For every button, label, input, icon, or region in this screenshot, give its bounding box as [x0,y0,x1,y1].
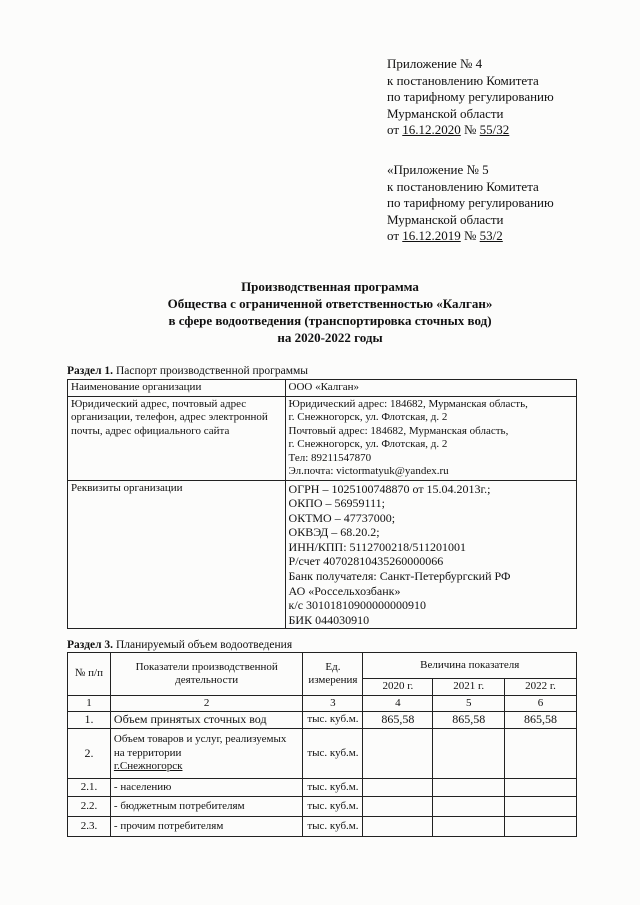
volume-table [67,652,577,837]
value-line: Почтовый адрес: 184682, Мурманская область, [288,424,509,437]
value-line: Эл.почта: victormatyuk@yandex.ru [288,465,449,477]
table-header-row [68,653,577,679]
value-line: Р/счет 40702810435260000066 [288,554,444,569]
title-line: Общества с ограниченной ответственностью «Калган» [167,296,493,311]
value-line: ОКПО – 56959111; [288,496,385,511]
row-unit: тыс. куб.м. [303,729,363,779]
annex-header-1 [387,56,554,139]
value-line: ОКВЭД – 68.20.2; [288,525,380,540]
row-value: 865,58 [433,712,505,729]
table-row [68,729,577,779]
table-row [68,817,577,837]
section-title: Планируемый объем водоотведения [113,639,293,651]
column-number: 6 [505,695,577,712]
header-year: 2021 г. [433,679,505,696]
row-unit: тыс. куб.м. [303,797,363,817]
value-line: БИК 044030910 [288,612,370,627]
value-line: ОКТМО – 47737000; [288,510,396,525]
section-title: Паспорт производственной программы [113,365,309,377]
row-num: 1. [68,712,111,729]
annex-line: к постановлению Комитета [387,178,539,194]
table-row [68,712,577,729]
number-prefix: № [460,122,480,137]
table-row [68,480,577,629]
row-value [363,779,433,797]
annex-number: 55/32 [479,122,510,137]
title-line: Производственная программа [241,279,419,294]
annex-line: Мурманской области [387,211,504,227]
row-value [433,797,505,817]
column-number: 2 [110,695,303,712]
annex-date: 16.12.2020 [402,122,461,137]
value-line: Тел: 89211547870 [288,451,372,464]
value-line: г. Снежногорск, ул. Флотская, д. 2 [288,411,448,423]
row-name-cell [110,729,303,779]
section-label: Раздел 3. [67,639,114,651]
header-num: № п/п [68,653,111,696]
row-unit: тыс. куб.м. [303,817,363,837]
row-value [505,797,577,817]
row-num: 2.2. [68,797,111,817]
row-name: Объем товаров и услуг, реализуемых на территории [113,733,287,759]
row-name: - прочим потребителям [110,817,303,837]
title-line: в сфере водоотведения (транспортировка сточных вод) [168,313,492,328]
row-num: 2. [68,729,111,779]
row-value [363,817,433,837]
date-prefix: от [387,122,403,137]
row-name: Объем принятых сточных вод [110,712,303,729]
annex-line: к постановлению Комитета [387,72,539,88]
column-number: 3 [303,695,363,712]
value-line: Юридический адрес: 184682, Мурманская область, [288,397,528,410]
passport-label: Юридический адрес, почтовый адрес организации, телефон, адрес электронной почты, адрес официального сайта [68,396,286,480]
header-year: 2022 г. [505,679,577,696]
row-value [505,779,577,797]
value-line: Банк получателя: Санкт-Петербургский РФ [288,569,511,584]
header-unit: Ед. измерения [303,653,363,696]
section-label: Раздел 1. [67,365,114,377]
row-name: - населению [110,779,303,797]
value-line: г. Снежногорск, ул. Флотская, д. 2 [288,438,448,450]
passport-value: ООО «Калган» [285,380,576,397]
passport-value [285,396,576,480]
section-1-heading [67,365,308,378]
header-value: Величина показателя [363,653,577,679]
header-indicator: Показатели производственной деятельности [110,653,303,696]
row-unit: тыс. куб.м. [303,779,363,797]
value-line: ИНН/КПП: 5112700218/511201001 [288,539,466,554]
row-name: - бюджетным потребителям [110,797,303,817]
row-unit: тыс. куб.м. [303,712,363,729]
table-row [68,396,577,480]
passport-value [285,480,576,629]
row-value: 865,58 [505,712,577,729]
annex-header-2 [387,162,554,245]
row-value [505,817,577,837]
annex-line: «Приложение № 5 [387,162,489,177]
row-value: 865,58 [363,712,433,729]
annex-line: Приложение № 4 [387,56,483,71]
title-line: на 2020-2022 годы [277,330,383,345]
column-number: 4 [363,695,433,712]
annex-date: 16.12.2019 [402,228,461,243]
header-year: 2020 г. [363,679,433,696]
annex-line: Мурманской области [387,105,504,121]
annex-date-line [387,228,554,245]
table-row [68,797,577,817]
table-row [68,779,577,797]
value-line: ОГРН – 1025100748870 от 15.04.2013г.; [288,481,491,496]
annex-line: по тарифному регулированию [387,195,554,210]
section-3-heading [67,639,292,652]
row-value [505,729,577,779]
row-value [433,779,505,797]
document-title [100,278,560,346]
number-prefix: № [460,228,480,243]
passport-label: Реквизиты организации [68,480,286,629]
date-prefix: от [387,228,403,243]
row-value [433,729,505,779]
annex-number: 53/2 [479,228,503,243]
passport-label: Наименование организации [68,380,286,397]
row-num: 2.1. [68,779,111,797]
column-number: 5 [433,695,505,712]
annex-date-line [387,122,554,139]
value-line: к/с 30101810900000000910 [288,598,427,613]
column-number-row [68,695,577,712]
column-number: 1 [68,695,111,712]
row-value [363,797,433,817]
table-row [68,380,577,397]
row-num: 2.3. [68,817,111,837]
row-value [433,817,505,837]
annex-line: по тарифному регулированию [387,89,554,104]
passport-table [67,379,577,629]
value-line: АО «Россельхозбанк» [288,583,401,598]
row-value [363,729,433,779]
row-name-place: г.Снежногорск [113,760,183,773]
